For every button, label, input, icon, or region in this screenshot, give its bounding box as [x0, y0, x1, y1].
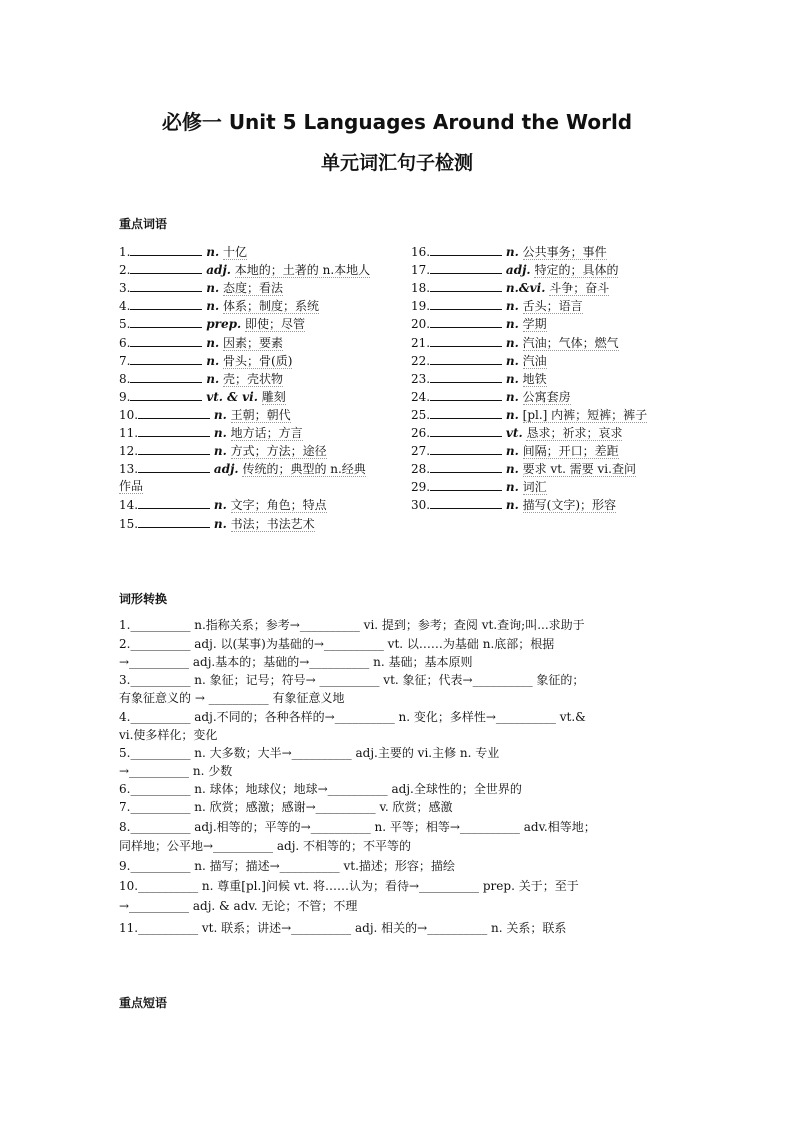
vocab-item [411, 424, 622, 442]
part-of-speech: n. [505, 371, 519, 386]
item-number: 19. [411, 299, 431, 314]
vocab-item [119, 279, 283, 297]
wordform-line: 6.__________ n. 球体；地球仪；地球→__________ adj.全球性的；全世界的 [119, 782, 522, 796]
vocab-item [411, 243, 607, 261]
section-heading-vocab: 重点词语 [119, 217, 168, 231]
wordform-line: 同样地；公平地→__________ adj. 不相等的；不平等的 [119, 839, 412, 853]
part-of-speech: n. [505, 245, 519, 259]
part-of-speech: adj. [206, 263, 231, 278]
vocab-item [411, 261, 618, 279]
meaning-text: 舌头；语言 [522, 299, 583, 314]
page-title: 必修一 Unit 5 Languages Around the World [161, 110, 633, 134]
answer-blank[interactable] [138, 496, 210, 509]
item-number: 18. [411, 281, 431, 296]
item-number: 8. [119, 371, 131, 386]
answer-blank[interactable] [138, 406, 210, 419]
vocab-item [119, 460, 366, 478]
item-number: 30. [411, 498, 431, 513]
meaning-text: 地方话；方言 [230, 426, 303, 440]
meaning-text: 方式；方法；途径 [230, 444, 327, 459]
part-of-speech: n. [206, 353, 220, 368]
part-of-speech: n. [213, 498, 227, 513]
vocab-item [119, 334, 283, 352]
meaning-text: 十亿 [223, 245, 248, 259]
vocab-item [411, 388, 571, 406]
answer-blank[interactable] [130, 315, 202, 328]
vocab-item [119, 261, 370, 279]
item-number: 28. [411, 462, 431, 477]
part-of-speech: n. [505, 462, 519, 477]
meaning-text: 体系；制度；系统 [223, 299, 320, 314]
wordform-line: 10.__________ n. 尊重[pl.]问候 vt. 将……认为；看待→__________ prep. 关于；至于 [119, 879, 579, 893]
answer-blank[interactable] [430, 315, 502, 328]
item-number: 16. [411, 245, 431, 259]
vocab-item [411, 352, 547, 370]
vocab-item [119, 315, 305, 333]
item-number: 1. [119, 245, 131, 259]
meaning-text: 描写(文字)；形容 [522, 498, 617, 513]
part-of-speech: n. [206, 281, 220, 296]
meaning-text: 骨头；骨(质) [223, 353, 293, 368]
part-of-speech: adj. [505, 263, 531, 278]
meaning-text: 雕刻 [261, 389, 286, 404]
wordform-line: 11.__________ vt. 联系；讲述→__________ adj. 相关的→__________ n. 关系；联系 [119, 921, 567, 935]
meaning-text: 特定的；具体的 [534, 263, 619, 278]
item-number: 27. [411, 444, 431, 459]
item-number: 26. [411, 426, 431, 440]
part-of-speech: n. [213, 516, 227, 531]
meaning-text: 学期 [522, 317, 547, 332]
wordform-line: 4.__________ adj.不同的；各种各样的→__________ n. 变化；多样性→__________ vt.& [119, 710, 586, 724]
vocab-item [119, 496, 327, 514]
answer-blank[interactable] [430, 297, 502, 310]
wordform-line: →__________ adj. & adv. 无论；不管；不理 [119, 899, 358, 913]
item-number: 2. [119, 263, 131, 278]
answer-blank[interactable] [138, 442, 210, 455]
section-heading-wordforms: 词形转换 [119, 592, 168, 606]
part-of-speech: n. [505, 353, 519, 368]
wordform-line: 7.__________ n. 欣赏；感激；感谢→__________ v. 欣赏；感激 [119, 800, 453, 814]
part-of-speech: n. [505, 498, 519, 513]
item-number: 21. [411, 335, 431, 350]
section-heading-phrases: 重点短语 [119, 996, 168, 1010]
part-of-speech: adj. [213, 462, 239, 477]
wordform-line: 5.__________ n. 大多数；大半→__________ adj.主要的 vi.主修 n. 专业 [119, 746, 500, 760]
part-of-speech: n. [505, 407, 519, 422]
answer-blank[interactable] [430, 460, 502, 473]
wordform-line: 有象征意义的 → __________ 有象征意义地 [119, 691, 345, 705]
answer-blank[interactable] [430, 352, 502, 365]
item-number: 15. [119, 516, 139, 531]
vocab-item [411, 478, 547, 496]
item-number: 4. [119, 299, 131, 314]
answer-blank[interactable] [130, 334, 202, 347]
part-of-speech: n. [505, 444, 519, 459]
answer-blank[interactable] [430, 370, 502, 383]
answer-blank[interactable] [430, 243, 502, 256]
answer-blank[interactable] [430, 424, 502, 437]
answer-blank[interactable] [430, 496, 502, 509]
item-number: 11. [119, 426, 139, 440]
meaning-text: 汽油；气体；燃气 [522, 335, 619, 350]
vocab-item [119, 243, 247, 261]
part-of-speech: vt. [505, 426, 523, 440]
meaning-text: 王朝；朝代 [230, 407, 291, 422]
wordform-line: vi.使多样化；变化 [119, 728, 218, 742]
item-number: 3. [119, 281, 131, 296]
meaning-text: 传统的；典型的 n.经典 [242, 462, 366, 477]
answer-blank[interactable] [130, 370, 202, 383]
vocab-item [411, 496, 616, 514]
item-number: 20. [411, 317, 431, 332]
wordform-line: →__________ adj.基本的；基础的→__________ n. 基础；基本原则 [119, 655, 473, 669]
part-of-speech: n. [505, 335, 519, 350]
vocab-item [119, 370, 283, 388]
item-number: 23. [411, 371, 431, 386]
meaning-text: 因素；要素 [223, 335, 284, 350]
meaning-text: 恳求；祈求；哀求 [526, 426, 623, 440]
part-of-speech: n. [505, 317, 519, 332]
part-of-speech: n. [213, 444, 227, 459]
part-of-speech: n. [213, 426, 227, 440]
answer-blank[interactable] [130, 261, 202, 274]
answer-blank[interactable] [430, 388, 502, 401]
wordform-line: 2.__________ adj. 以(某事)为基础的→__________ vt. 以……为基础 n.底部；根据 [119, 637, 555, 651]
item-number: 25. [411, 407, 431, 422]
answer-blank[interactable] [430, 261, 502, 274]
meaning-text: 公寓套房 [522, 389, 571, 404]
meaning-text: 即使；尽管 [245, 317, 306, 332]
meaning-text: 态度；看法 [223, 281, 284, 296]
answer-blank[interactable] [138, 460, 210, 473]
meaning-text: [pl.] 内裤；短裤；裤子 [522, 407, 648, 422]
meaning-text: 地铁 [522, 371, 547, 386]
vocab-item [411, 315, 547, 333]
answer-blank[interactable] [430, 334, 502, 347]
answer-blank[interactable] [430, 478, 502, 491]
answer-blank[interactable] [130, 352, 202, 365]
answer-blank[interactable] [130, 297, 202, 310]
item-number: 6. [119, 335, 131, 350]
part-of-speech: prep. [206, 317, 242, 332]
item-number: 14. [119, 498, 139, 513]
wordform-line: 1.__________ n.指称关系；参考→__________ vi. 提到；参考；查阅 vt.查询;叫...求助于 [119, 618, 585, 632]
meaning-text: 本地的；土著的 n.本地人 [234, 263, 371, 278]
item-number: 17. [411, 263, 431, 278]
vocab-item [119, 424, 303, 442]
item-number: 29. [411, 480, 431, 495]
part-of-speech: n. [505, 299, 519, 314]
answer-blank[interactable] [430, 442, 502, 455]
answer-blank[interactable] [430, 406, 502, 419]
vocab-item [119, 406, 291, 424]
item-number: 9. [119, 389, 131, 404]
item-number: 7. [119, 353, 131, 368]
vocab-item [119, 388, 286, 406]
part-of-speech: n.&vi. [505, 281, 546, 296]
vocab-item [411, 297, 583, 315]
answer-blank[interactable] [430, 279, 502, 292]
meaning-text: 壳；壳状物 [223, 371, 284, 386]
part-of-speech: n. [213, 407, 227, 422]
vocab-item [411, 279, 609, 297]
part-of-speech: n. [505, 389, 519, 404]
vocab-item [119, 352, 292, 370]
part-of-speech: n. [206, 299, 220, 314]
meaning-text: 汽油 [522, 353, 547, 368]
vocab-item [119, 442, 327, 460]
wordform-line: 8.__________ adj.相等的；平等的→__________ n. 平等；相等→__________ adv.相等地； [119, 820, 596, 834]
part-of-speech: n. [206, 371, 220, 386]
vocab-item [411, 370, 547, 388]
vocab-item [411, 442, 619, 460]
vocab-item [119, 515, 315, 533]
item-number: 12. [119, 444, 139, 459]
part-of-speech: n. [206, 245, 220, 259]
meaning-text: 书法；书法艺术 [230, 516, 315, 531]
wordform-line: 9.__________ n. 描写；描述→__________ vt.描述；形容；描绘 [119, 859, 455, 873]
part-of-speech: n. [505, 480, 519, 495]
meaning-text: 公共事务；事件 [522, 245, 607, 259]
answer-blank[interactable] [138, 424, 210, 437]
part-of-speech: vt. & vi. [206, 389, 258, 404]
item-number: 22. [411, 353, 431, 368]
meaning-text: 文字；角色；特点 [230, 498, 327, 513]
item-number: 13. [119, 462, 139, 477]
answer-blank[interactable] [130, 279, 202, 292]
wordform-line: →__________ n. 少数 [119, 764, 233, 778]
vocab-item [119, 297, 319, 315]
meaning-text: 斗争；奋斗 [549, 281, 610, 296]
vocab-item [411, 406, 647, 424]
item-number: 5. [119, 317, 131, 332]
answer-blank[interactable] [130, 388, 202, 401]
meaning-text: 作品 [119, 479, 144, 494]
answer-blank[interactable] [130, 243, 202, 256]
item-number: 24. [411, 389, 431, 404]
vocab-item [119, 478, 143, 495]
part-of-speech: n. [206, 335, 220, 350]
page-subtitle: 单元词汇句子检测 [320, 152, 473, 174]
answer-blank[interactable] [138, 515, 210, 528]
item-number: 10. [119, 407, 139, 422]
meaning-text: 间隔；开口；差距 [522, 444, 619, 459]
meaning-text: 词汇 [522, 480, 547, 495]
wordform-line: 3.__________ n. 象征；记号；符号→ __________ vt. 象征；代表→__________ 象征的； [119, 673, 585, 687]
vocab-item [411, 460, 636, 478]
vocab-item [411, 334, 619, 352]
meaning-text: 要求 vt. 需要 vi.查问 [522, 462, 636, 477]
